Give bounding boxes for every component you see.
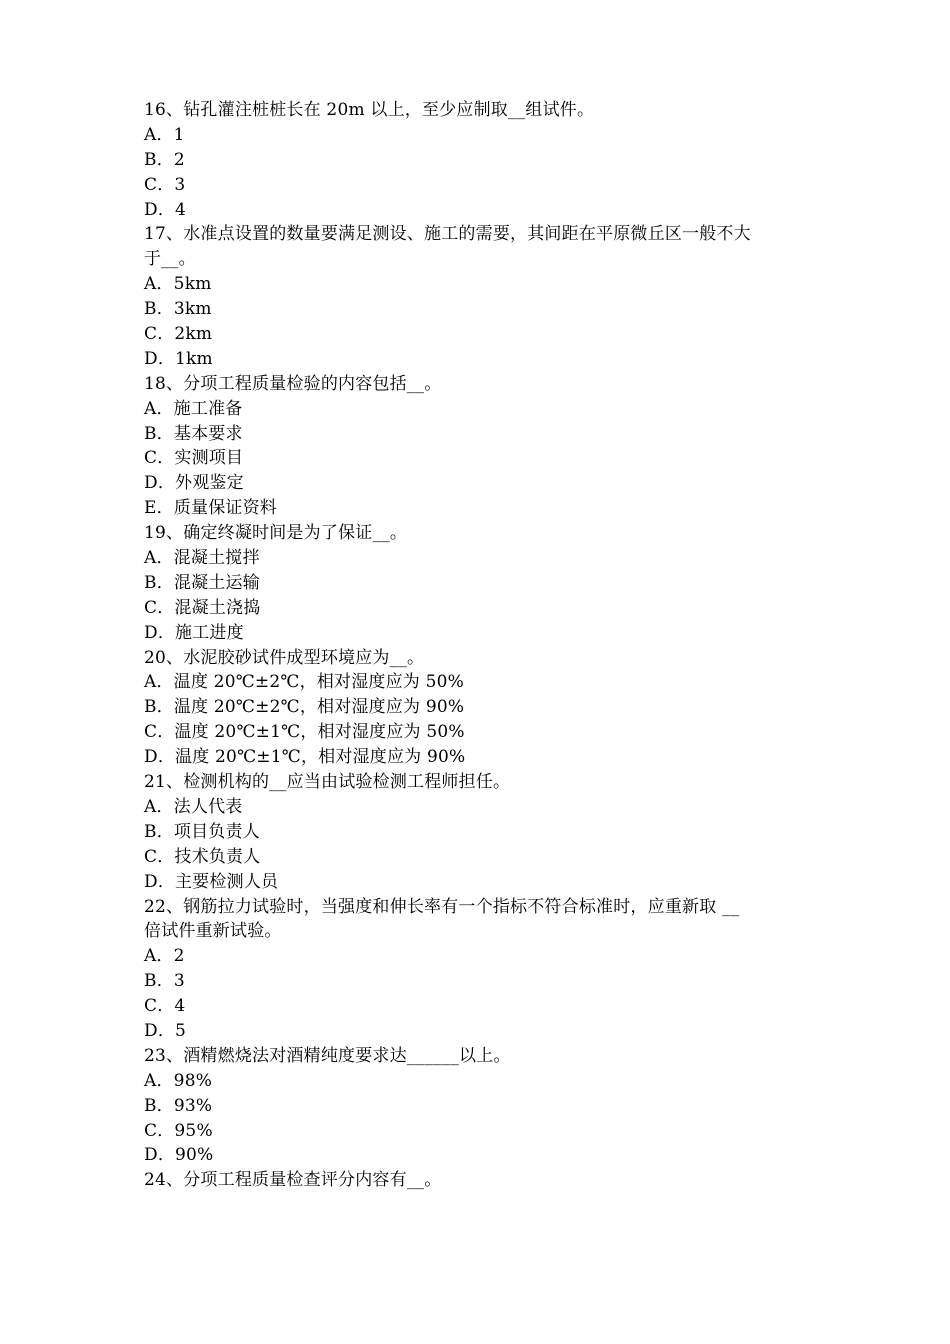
option-c: C．实测项目 [144,448,244,469]
question-text: 19、确定终凝时间是为了保证__。 [144,523,408,544]
option-a: A．施工准备 [144,398,243,419]
option-b: B．混凝土运输 [144,572,260,593]
option-d: D．主要检测人员 [144,871,279,892]
question-text: 24、分项工程质量检查评分内容有__。 [144,1170,442,1191]
question-block [144,372,814,521]
option-a: A．5km [144,274,212,295]
option-d: D．1km [144,348,213,369]
option-c: C．95% [144,1120,213,1141]
option-b: B．项目负责人 [144,821,260,842]
option-a: A．温度 20℃±2℃，相对湿度应为 50% [144,672,464,693]
question-text: 21、检测机构的__应当由试验检测工程师担任。 [144,772,511,793]
question-text-continued: 于__。 [144,249,196,270]
option-c: C．混凝土浇捣 [144,597,261,618]
option-d: D．5 [144,1020,187,1041]
option-d: D．90% [144,1145,214,1166]
option-a: A．法人代表 [144,796,243,817]
question-block [144,895,814,1044]
question-text: 22、钢筋拉力试验时，当强度和伸长率有一个指标不符合标准时，应重新取 __ [144,896,740,917]
option-b: B．3 [144,971,185,992]
question-block [144,646,814,770]
option-c: C．温度 20℃±1℃，相对湿度应为 50% [144,722,465,743]
option-a: A．混凝土搅拌 [144,548,260,569]
option-c: C．2km [144,324,213,345]
option-d: D．温度 20℃±1℃，相对湿度应为 90% [144,747,466,768]
option-b: B．93% [144,1095,213,1116]
option-a: A．1 [144,124,185,145]
question-block [144,770,814,894]
option-a: A．98% [144,1070,213,1091]
question-block [144,1044,814,1168]
option-a: A．2 [144,946,185,967]
option-c: C．技术负责人 [144,846,261,867]
option-b: B．基本要求 [144,423,243,444]
question-block [144,98,814,222]
question-list [144,98,814,1193]
option-b: B．温度 20℃±2℃，相对湿度应为 90% [144,697,465,718]
option-b: B．3km [144,299,212,320]
option-e: E．质量保证资料 [144,498,278,519]
option-c: C．4 [144,996,186,1017]
option-b: B．2 [144,149,185,170]
option-d: D．外观鉴定 [144,473,244,494]
option-d: D．4 [144,199,187,220]
question-text: 16、钻孔灌注桩桩长在 20m 以上，至少应制取__组试件。 [144,100,595,120]
question-text: 23、酒精燃烧法对酒精纯度要求达______以上。 [144,1045,511,1066]
question-text: 18、分项工程质量检验的内容包括__。 [144,373,442,394]
question-text-continued: 倍试件重新试验。 [144,921,282,942]
question-block [144,222,814,371]
question-block [144,521,814,645]
question-text: 20、水泥胶砂试件成型环境应为__。 [144,647,425,668]
option-d: D．施工进度 [144,622,244,643]
question-text: 17、水准点设置的数量要满足测设、施工的需要，其间距在平原微丘区一般不大 [144,224,751,245]
question-block [144,1168,814,1193]
option-c: C．3 [144,174,186,195]
